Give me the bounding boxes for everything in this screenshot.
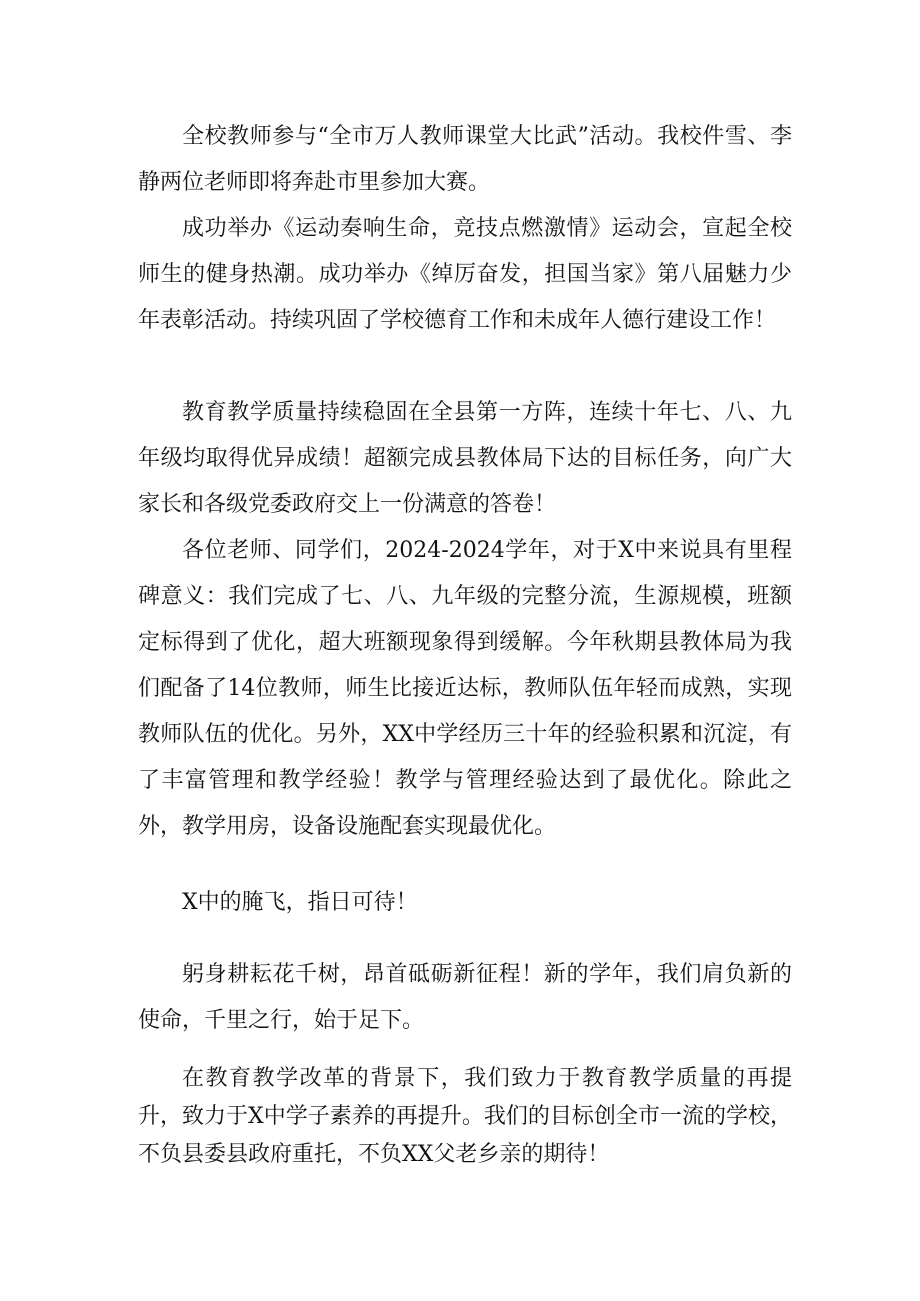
paragraph-sports-meeting: 成功举办《运动奏响生命，竞技点燃激情》运动会，宣起全校师生的健身热潮。成功举办《绰厉奋发，担国当家》第八届魅力少年表彰活动。持续巩固了学校德育工作和未成年人德行建设工作！ [138, 216, 792, 333]
paragraph-goals: 在教育教学改革的背景下，我们致力于教育教学质量的再提升，致力于X中学子素养的再提升。我们的目标创全市一流的学校，不负县委县政府重托，不负XX父老乡亲的期待！ [138, 1066, 792, 1167]
paragraph-teacher-competition: 全校教师参与“全市万人教师课堂大比武”活动。我校件雪、李静两位老师即将奔赴市里参加大赛。 [138, 124, 792, 195]
paragraph-teaching-quality: 教育教学质量持续稳固在全县第一方阵，连续十年七、八、九年级均取得优异成绩！超额完成县教体局下达的目标任务，向广大家长和各级党委政府交上一份满意的答卷！ [138, 400, 792, 517]
paragraph-new-journey: 躬身耕耘花千树，昂首砥砺新征程！新的学年，我们肩负新的使命，千里之行，始于足下。 [138, 962, 792, 1033]
paragraph-take-off: X中的腌飞，指日可待！ [182, 890, 418, 915]
paragraph-school-year-milestone: 各位老师、同学们，2024-2024学年，对于X中来说具有里程碑意义：我们完成了七、八、九年级的完整分流，生源规模，班额定标得到了优化，超大班额现象得到缓解。今年秋期县教体局为我们配备了14位教师，师生比接近达标，教师队伍年轻而成熟，实现教师队伍的优化。另外，XX中学经历三十年的经验积累和沉淀，有了丰富管理和教学经验！教学与管理经验达到了最优化。除此之外，教学用房，设备设施配套实现最优化。 [138, 538, 792, 839]
